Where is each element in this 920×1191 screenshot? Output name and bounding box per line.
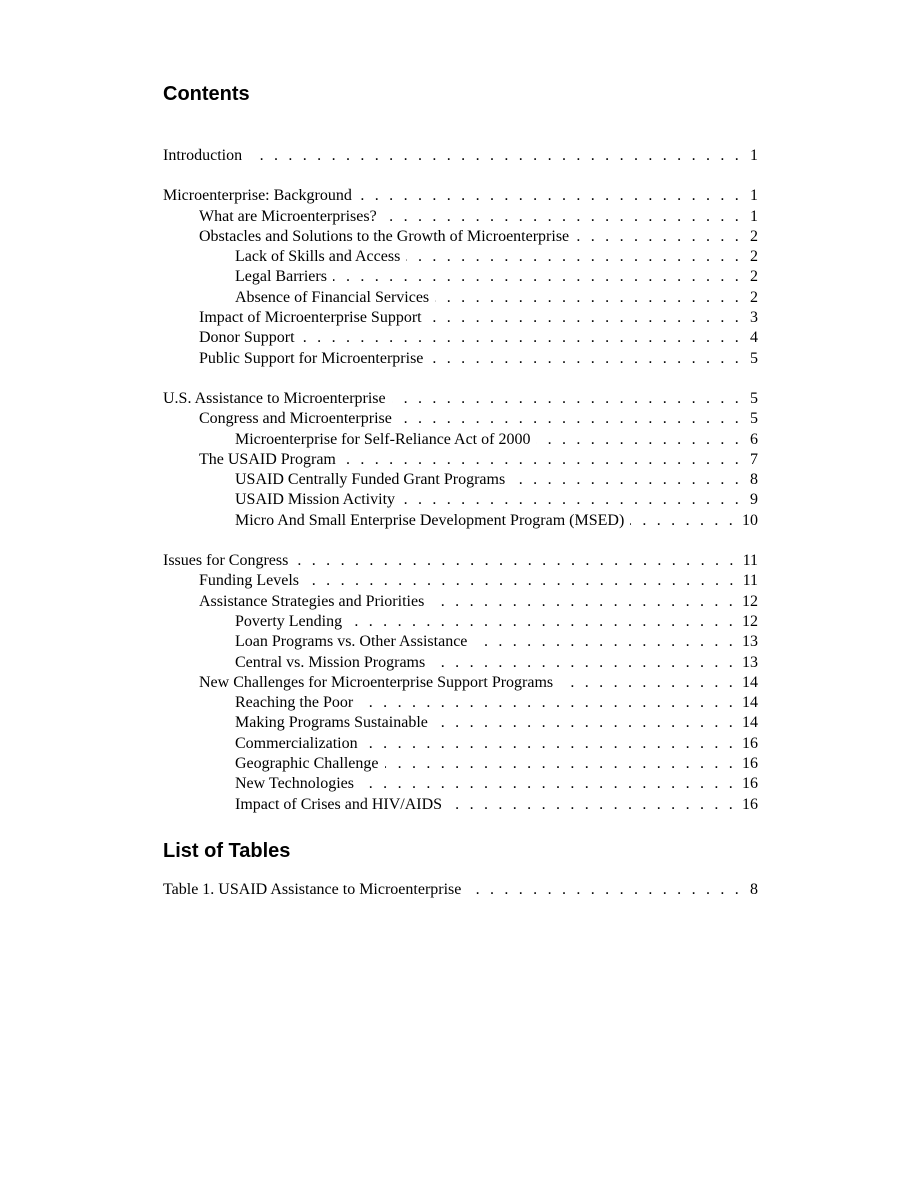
toc-entry-title: Funding Levels — [199, 572, 299, 590]
dot-leader — [385, 754, 737, 774]
toc-page-number: 14 — [742, 714, 758, 732]
dot-leader — [360, 774, 736, 794]
toc-entry-title: Absence of Financial Services — [235, 288, 430, 306]
toc-entry[interactable] — [163, 632, 758, 652]
toc-page-number: 14 — [742, 694, 758, 712]
toc-page-number: 2 — [750, 227, 758, 245]
toc-entry-title: The USAID Program — [199, 450, 336, 468]
toc-entry[interactable] — [163, 389, 758, 409]
toc-page-number: 16 — [742, 775, 758, 793]
toc-page-number: 10 — [742, 511, 758, 529]
toc-entry[interactable] — [163, 774, 758, 794]
toc-entry-title: Assistance Strategies and Priorities — [199, 592, 425, 610]
dot-leader — [467, 880, 742, 900]
toc-entry-title: New Challenges for Microenterprise Support Programs — [199, 673, 554, 691]
dot-leader — [575, 227, 742, 247]
toc-page-number: 12 — [742, 592, 758, 610]
toc-entry-title: Public Support for Microenterprise — [199, 349, 424, 367]
table-of-contents — [163, 146, 758, 815]
toc-page-number: 6 — [750, 430, 758, 448]
toc-entry[interactable] — [163, 267, 758, 287]
toc-page-number: 13 — [742, 633, 758, 651]
toc-entry[interactable] — [163, 328, 758, 348]
toc-page-number: 16 — [742, 734, 758, 752]
toc-page-number: 5 — [750, 389, 758, 407]
dot-leader — [406, 247, 742, 267]
toc-entry[interactable] — [163, 409, 758, 429]
toc-entry[interactable] — [163, 207, 758, 227]
dot-leader — [358, 186, 742, 206]
dot-leader — [305, 571, 737, 591]
toc-entry-title: Lack of Skills and Access — [235, 248, 401, 266]
toc-entry-title: Introduction — [163, 147, 243, 164]
dot-leader — [434, 713, 736, 733]
toc-entry[interactable] — [163, 795, 758, 815]
toc-page-number: 8 — [750, 471, 758, 489]
dot-leader — [559, 673, 736, 693]
dot-leader — [473, 632, 736, 652]
dot-leader — [401, 490, 742, 510]
toc-entry-title: USAID Mission Activity — [235, 491, 396, 509]
toc-page-number: 1 — [750, 207, 758, 225]
toc-entry[interactable] — [163, 713, 758, 733]
toc-entry-title: Legal Barriers — [235, 268, 327, 286]
toc-entry-title: U.S. Assistance to Microenterprise — [163, 389, 386, 407]
toc-entry[interactable] — [163, 247, 758, 267]
toc-entry-title: Congress and Microenterprise — [199, 410, 392, 428]
toc-entry[interactable] — [163, 693, 758, 713]
dot-leader — [392, 389, 742, 409]
toc-entry[interactable] — [163, 571, 758, 591]
toc-entry[interactable] — [163, 186, 758, 206]
toc-page-number: 3 — [750, 309, 758, 327]
toc-page-number: 2 — [750, 268, 758, 286]
toc-entry[interactable] — [163, 430, 758, 450]
toc-page-number: 1 — [750, 187, 758, 205]
dot-leader — [359, 693, 736, 713]
toc-entry-title: Obstacles and Solutions to the Growth of Microenterprise — [199, 227, 570, 245]
toc-entry[interactable] — [163, 880, 758, 900]
toc-page-number: 9 — [750, 491, 758, 509]
toc-page-number: 5 — [750, 410, 758, 428]
toc-entry[interactable] — [163, 470, 758, 490]
toc-entry-title: What are Microenterprises? — [199, 207, 377, 225]
dot-leader — [383, 207, 742, 227]
toc-entry-title: USAID Centrally Funded Grant Programs — [235, 471, 506, 489]
toc-entry-title: Impact of Microenterprise Support — [199, 309, 422, 327]
toc-entry-title: Making Programs Sustainable — [235, 714, 428, 732]
toc-page-number: 16 — [742, 755, 758, 773]
dot-leader — [431, 653, 736, 673]
toc-entry-title: Issues for Congress — [163, 552, 289, 570]
toc-entry-title: Loan Programs vs. Other Assistance — [235, 633, 468, 651]
toc-section-group — [163, 389, 758, 531]
toc-entry[interactable] — [163, 288, 758, 308]
dot-leader — [348, 612, 736, 632]
toc-entry-title: Microenterprise: Background — [163, 187, 352, 205]
dot-leader — [630, 511, 736, 531]
toc-page-number: 11 — [742, 552, 758, 570]
dot-leader — [333, 267, 742, 287]
toc-entry-title: Donor Support — [199, 329, 295, 347]
dot-leader — [511, 470, 742, 490]
toc-entry-title: Poverty Lending — [235, 612, 343, 630]
toc-entry[interactable] — [163, 146, 758, 166]
toc-entry[interactable] — [163, 308, 758, 328]
toc-entry[interactable] — [163, 490, 758, 510]
toc-entry-title: Microenterprise for Self-Reliance Act of 2000 — [235, 430, 531, 448]
dot-leader — [536, 430, 742, 450]
toc-entry-title: Reaching the Poor — [235, 694, 354, 712]
dot-leader — [364, 734, 736, 754]
toc-page-number: 8 — [750, 880, 758, 898]
toc-page-number: 13 — [742, 653, 758, 671]
toc-entry[interactable] — [163, 450, 758, 470]
toc-entry-title: Impact of Crises and HIV/AIDS — [235, 795, 443, 813]
toc-page-number: 2 — [750, 248, 758, 266]
toc-section-group — [163, 551, 758, 815]
document-page — [163, 80, 758, 900]
toc-entry-title: Geographic Challenge — [235, 755, 379, 773]
toc-page-number: 14 — [742, 673, 758, 691]
toc-entry-title: New Technologies — [235, 775, 354, 793]
dot-leader — [248, 146, 742, 166]
toc-entry[interactable] — [163, 551, 758, 571]
toc-page-number: 4 — [750, 329, 758, 347]
toc-section-group — [163, 146, 758, 166]
toc-entry[interactable] — [163, 653, 758, 673]
dot-leader — [428, 308, 742, 328]
dot-leader — [342, 450, 742, 470]
dot-leader — [435, 288, 742, 308]
dot-leader — [301, 328, 742, 348]
dot-leader — [448, 795, 736, 815]
dot-leader — [398, 409, 742, 429]
toc-page-number: 11 — [742, 572, 758, 590]
toc-section-group — [163, 186, 758, 369]
toc-page-number: 12 — [742, 612, 758, 630]
toc-page-number: 2 — [750, 288, 758, 306]
toc-entry-title: Central vs. Mission Programs — [235, 653, 426, 671]
toc-entry[interactable] — [163, 734, 758, 754]
toc-entry[interactable] — [163, 511, 758, 531]
contents-heading: Contents — [163, 83, 250, 105]
dot-leader — [430, 592, 736, 612]
dot-leader — [429, 349, 742, 369]
toc-page-number: 5 — [750, 349, 758, 367]
toc-entry[interactable] — [163, 227, 758, 247]
toc-entry-title: Micro And Small Enterprise Development Program (MSED) — [235, 511, 625, 529]
toc-entry[interactable] — [163, 592, 758, 612]
toc-entry-title: Commercialization — [235, 734, 358, 752]
list-of-tables-heading: List of Tables — [163, 839, 291, 862]
toc-page-number: 16 — [742, 795, 758, 813]
toc-entry[interactable] — [163, 349, 758, 369]
toc-entry[interactable] — [163, 754, 758, 774]
toc-entry-title: Table 1. USAID Assistance to Microenterprise — [163, 880, 462, 898]
dot-leader — [294, 551, 736, 571]
list-of-tables — [163, 880, 758, 900]
toc-entry[interactable] — [163, 673, 758, 693]
toc-entry[interactable] — [163, 612, 758, 632]
toc-page-number: 1 — [750, 147, 758, 164]
toc-page-number: 7 — [750, 450, 758, 468]
